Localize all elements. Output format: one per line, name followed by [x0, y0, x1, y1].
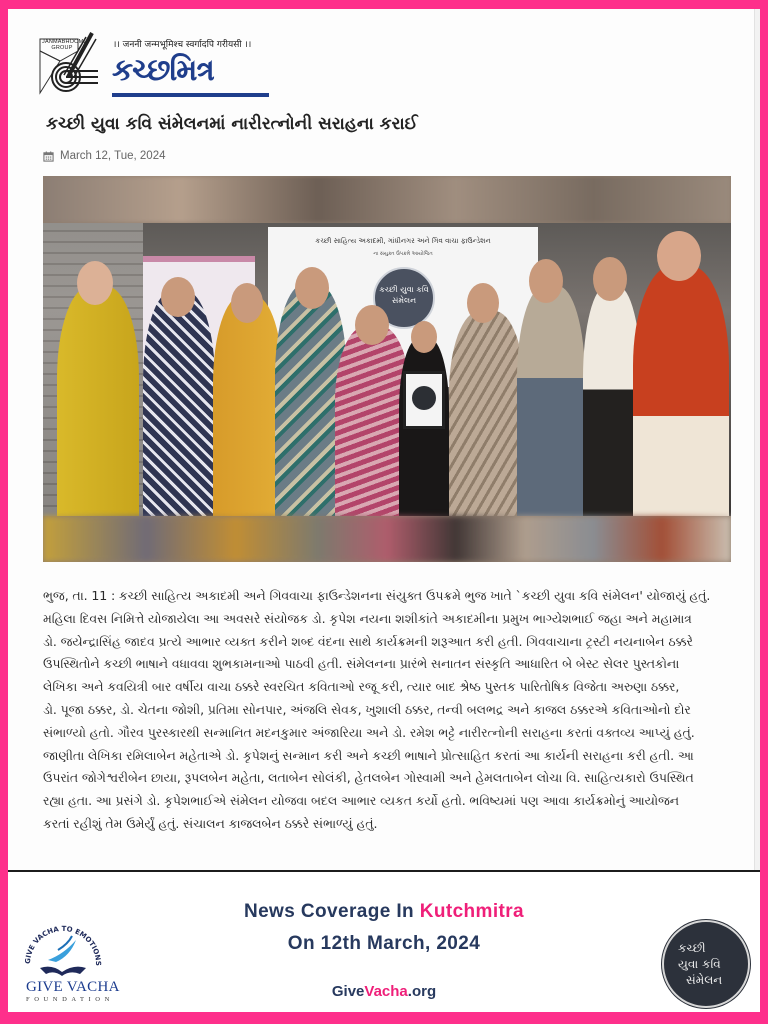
event-badge	[662, 920, 750, 1008]
banner-subtitle: ના સંયુક્ત ઉપક્રમે આયોજિત	[373, 251, 433, 257]
masthead-motto: ।। जननी जन्मभूमिश्च स्वर्गादपि गरीयसी ।।	[113, 40, 252, 50]
foundation-name: GIVE VACHA	[26, 979, 120, 995]
badge-line: યુવા કવિ	[678, 957, 721, 971]
article-line: જાણીતા લેખિકા રમિલાબેન મહેતાએ ડો. કૃપેશનું સન્માન કરી અને કચ્છી ભાષાને પ્રોત્સાહિત કરતાં આ કાર્યની સરાહના કરી હતી. આ	[43, 747, 694, 763]
person-head	[355, 305, 389, 345]
article-line: મહિલા દિવસ નિમિત્તે યોજાયેલા આ અવસરે સંયોજક ડો. કૃપેશ નયના શશીકાંતે અકાદમીના પ્રમુખ ભાગ્યેશભાઈ જહા અને મહામાત્ર	[43, 610, 692, 626]
svg-text:GIVE VACHA TO EMOTIONS: GIVE VACHA TO EMOTIONS	[23, 924, 103, 966]
brand-underline	[112, 93, 269, 97]
foundation-subtitle: FOUNDATION	[26, 996, 114, 1003]
coverage-prefix: News Coverage In	[243, 901, 420, 922]
article-line: ભુજ, તા. 11 : કચ્છી સાહિત્ય અકાદમી અને ગિવવાચા ફાઉન્ડેશનના સંયુક્ત ઉપક્રમે ભુજ ખાતે `કચ્છી યુવા કવિ સંમેલન' યોજાયું હતું.	[43, 588, 711, 603]
photo-blur-bottom	[43, 516, 731, 562]
badge-line: કચ્છી	[678, 941, 706, 955]
website-link[interactable]	[8, 983, 760, 1000]
site-accent: Vacha	[364, 983, 408, 1000]
coverage-date: On 12th March, 2024	[287, 933, 481, 954]
person-head	[295, 267, 329, 309]
badge-line: સંમેલન	[686, 973, 723, 987]
article-line: ડો. પૂજા ઠક્કર, ડો. ચેતના જોશી, પ્રતિમા સોનપાર, અંજલિ સેવક, ખુશાલી ઠક્કર, તન્વી બલભદ્ર અને કાજલ ઠક્કરએ કવિતાઓનો દોર	[43, 701, 691, 717]
person-head	[657, 231, 701, 281]
footer-banner	[8, 872, 760, 1012]
newspaper-name: Kutchmitra	[419, 901, 525, 922]
person-head	[467, 283, 499, 323]
event-group-photo	[43, 176, 731, 562]
article-body	[43, 585, 733, 836]
person-head	[231, 283, 263, 323]
article-line: કરતાં રહીશું તેમ ઉમેર્યું હતું. સંચાલન કાજલબેન ઠક્કરે સંભાળ્યું હતું.	[43, 815, 378, 831]
article-date	[43, 150, 165, 162]
person	[449, 311, 525, 516]
person	[57, 286, 139, 516]
article-line: ડો. જયેન્દ્રાસિંહ જાદવ પ્રત્યે આભાર વ્યક્ત કરીને શબ્દ વંદના સાથે કાર્યક્રમની શરૂઆત કરી હતી. ગિવવાચાના ટ્રસ્ટી નયનાબેન ઠક્કરે	[43, 633, 693, 649]
person	[143, 291, 215, 516]
coverage-headline	[8, 901, 760, 923]
banner-badge: કચ્છી યુવા કવિ સંમેલન	[373, 267, 435, 329]
banner-title: કચ્છી સાહિત્ય અકાદમી, ગાંધીનગર અને ગિવ વાચા ફાઉન્ડેશન	[315, 237, 491, 245]
person-head	[77, 261, 113, 305]
person-head	[529, 259, 563, 303]
site-suffix: .org	[407, 983, 437, 1000]
person-head	[161, 277, 195, 317]
article-line: રહ્યા હતા. આ પ્રસંગે ડો. કૃપેશભાઈએ સંમેલન યોજવા બદલ આભાર વ્યકત કર્યો હતો. ભવિષ્યમાં પણ આવા કાર્યક્રમોનું આયોજન	[43, 793, 679, 809]
site-prefix: Give	[331, 983, 365, 1000]
date-text: March 12, Tue, 2024	[60, 150, 166, 162]
photo-scene	[43, 223, 731, 516]
person	[633, 266, 729, 516]
article-line: સંભાળ્યો હતો. ગૌરવ પુરસ્કારથી સન્માનિત મદનકુમાર અંજારિયા અને ડો. રમેશ ભટ્ટે નારીરત્નોની સરાહના કરતાં વક્તવ્ય આપ્યું હતું.	[43, 724, 695, 740]
masthead	[38, 27, 278, 102]
photo-blur-top	[43, 176, 731, 223]
frame-badge	[412, 386, 436, 410]
person	[213, 296, 283, 516]
person-head	[593, 257, 627, 301]
article-line: ઉપસ્થિતોને કચ્છી ભાષાને વધાવવા શુભકામનાઓ પાઠવી હતી. સંમેલનના પ્રારંભે સનાતન સંસ્કૃતિ આધારિત બે બેસ્ટ સેલર પુસ્તકોના	[43, 656, 680, 672]
person-head	[411, 321, 437, 353]
group-label: JANMABHOOMI GROUP	[42, 39, 86, 51]
article-line: લેખિકા અને કવયિત્રી બાર વર્ષીય વાચા ઠક્કરે સ્વરચિત કવિતાઓ રજૂ કરી, ત્યાર બાદ શ્રેષ્ઠ પુસ્તક પારિતોષિક વિજેતા અરુણા ઠક્કર,	[43, 679, 680, 695]
article-headline: કચ્છી યુવા કવિ સંમેલનમાં નારીરત્નોની સરાહના કરાઈ	[46, 114, 418, 134]
paper-edge	[754, 9, 760, 871]
article-line: ઉપરાંત જોગેશ્વરીબેન છાયા, રૂપલબેન મહેતા, લતાબેન સોલંકી, હેતલબેન ગોસ્વામી અને હેમલતાબેન લોચા વિ. સાહિત્યકારો ઉપસ્થિત	[43, 770, 694, 786]
award-frame	[403, 371, 445, 429]
newspaper-brand: કચ્છમિત્ર	[112, 53, 214, 88]
person	[517, 286, 585, 516]
calendar-icon	[43, 151, 54, 162]
